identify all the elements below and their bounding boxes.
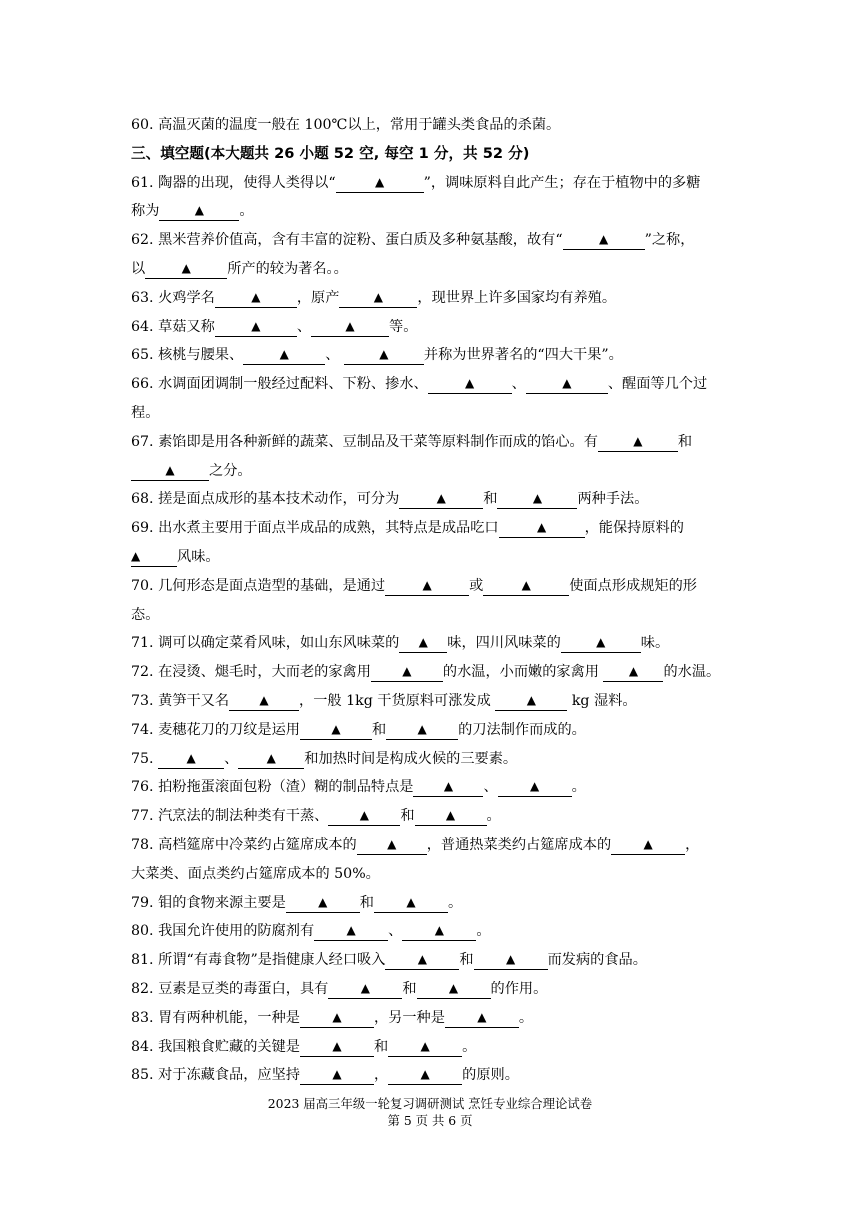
question-text: 和 <box>400 808 415 825</box>
triangle-marker-icon: ▲ <box>251 289 261 304</box>
question-text: 和 <box>459 952 474 969</box>
section-heading <box>131 140 741 169</box>
question-text: 76. 拍粉拖蛋滚面包粉（渣）糊的制品特点是 <box>131 779 414 796</box>
question-text: 和 <box>359 894 374 911</box>
question-text: 81. 所谓“有毒食物”是指健康人经口吸入 <box>131 952 386 969</box>
question-text: 和 <box>371 721 387 738</box>
question-line <box>131 773 741 802</box>
question-line <box>131 716 741 745</box>
triangle-marker-icon: ▲ <box>418 635 428 650</box>
answer-blank[interactable] <box>357 836 427 855</box>
triangle-marker-icon: ▲ <box>417 721 427 736</box>
question-line <box>131 946 741 975</box>
triangle-marker-icon: ▲ <box>530 779 540 794</box>
question-line <box>131 284 741 313</box>
question-text: 味，四川风味菜的 <box>447 635 561 652</box>
answer-blank[interactable] <box>611 836 685 855</box>
question-line <box>131 629 741 658</box>
answer-blank[interactable] <box>374 894 448 913</box>
question-text: 大菜类、面点类约占筵席成本的 50%。 <box>131 865 380 882</box>
question-line <box>131 1061 741 1090</box>
triangle-marker-icon: ▲ <box>505 952 516 967</box>
question-line <box>131 370 741 399</box>
triangle-marker-icon: ▲ <box>279 347 289 362</box>
question-line <box>131 658 741 687</box>
answer-blank[interactable] <box>428 375 512 394</box>
answer-blank[interactable] <box>131 548 177 567</box>
question-line <box>131 341 741 370</box>
answer-blank[interactable] <box>371 663 443 682</box>
answer-blank[interactable] <box>328 807 400 826</box>
question-text: ， <box>373 1067 389 1084</box>
triangle-marker-icon: ▲ <box>521 577 531 592</box>
triangle-marker-icon: ▲ <box>420 1067 430 1082</box>
question-text: 80. 我国允许使用的防腐剂有 <box>131 923 315 940</box>
triangle-marker-icon: ▲ <box>477 1009 487 1024</box>
answer-blank[interactable] <box>399 634 447 653</box>
question-text: 72. 在浸烫、煺毛时，大而老的家禽用 <box>131 664 371 681</box>
question-text: 而发病的食品。 <box>547 952 647 969</box>
question-text: ， <box>685 836 700 853</box>
question-text: 的水温，小而嫩的家禽用 <box>442 664 604 681</box>
answer-blank[interactable] <box>598 433 678 452</box>
question-text: 。 <box>447 894 463 911</box>
triangle-marker-icon: ▲ <box>596 635 606 650</box>
answer-blank[interactable] <box>388 1038 462 1057</box>
triangle-marker-icon: ▲ <box>266 750 276 765</box>
question-line <box>131 313 741 342</box>
answer-blank[interactable] <box>499 519 585 538</box>
question-text: 79. 钼的食物来源主要是 <box>131 894 286 911</box>
question-text: 。 <box>518 1009 534 1026</box>
question-text: ”，调味原料自此产生；存在于植物中的多糖 <box>423 174 701 191</box>
triangle-marker-icon: ▲ <box>359 808 369 823</box>
question-text: 66. 水调面团调制一般经过配料、下粉、掺水、 <box>131 376 428 393</box>
question-line <box>131 457 741 486</box>
question-text: 、 <box>224 750 239 767</box>
triangle-marker-icon: ▲ <box>332 1009 342 1024</box>
question-text: 62. 黑米营养价值高，含有丰富的淀粉、蛋白质及多种氨基酸，故有“ <box>131 232 563 249</box>
question-line <box>131 543 741 572</box>
question-line <box>131 399 741 428</box>
triangle-marker-icon: ▲ <box>420 1038 430 1053</box>
answer-blank[interactable] <box>445 1009 519 1028</box>
triangle-marker-icon: ▲ <box>379 347 389 362</box>
question-text: 63. 火鸡学名 <box>131 289 215 306</box>
question-line <box>131 197 741 226</box>
answer-blank[interactable] <box>300 1009 374 1028</box>
question-text: 78. 高档筵席中冷菜约占筵席成本的 <box>131 836 357 853</box>
triangle-marker-icon: ▲ <box>374 174 385 189</box>
question-text: 的刀法制作而成的。 <box>458 721 586 738</box>
question-text: 的作用。 <box>490 980 548 997</box>
answer-blank[interactable] <box>498 778 572 797</box>
answer-blank[interactable] <box>399 490 483 509</box>
answer-blank[interactable] <box>417 980 491 999</box>
answer-blank[interactable] <box>561 634 641 653</box>
question-text: 、 <box>483 779 498 796</box>
answer-blank[interactable] <box>385 577 469 596</box>
triangle-marker-icon: ▲ <box>181 260 191 275</box>
triangle-marker-icon: ▲ <box>165 462 175 477</box>
triangle-marker-icon: ▲ <box>598 232 609 247</box>
triangle-marker-icon: ▲ <box>434 923 444 938</box>
question-line <box>131 111 741 140</box>
answer-blank[interactable] <box>402 922 476 941</box>
question-line <box>131 889 741 918</box>
question-line <box>131 917 741 946</box>
answer-blank[interactable] <box>336 174 424 193</box>
question-line <box>131 687 741 716</box>
triangle-marker-icon: ▲ <box>345 318 355 333</box>
triangle-marker-icon: ▲ <box>406 894 416 909</box>
question-text: 83. 胃有两种机能，一种是 <box>131 1009 300 1026</box>
question-text: 和 <box>677 433 693 450</box>
question-text: 84. 我国粮食贮藏的关键是 <box>131 1038 300 1055</box>
triangle-marker-icon: ▲ <box>131 548 141 563</box>
question-text: ，现世界上许多国家均有养殖。 <box>417 289 617 306</box>
answer-blank[interactable] <box>339 289 417 308</box>
question-line <box>131 1033 741 1062</box>
question-text: 的水温。 <box>663 664 721 681</box>
question-text: 所产的较为著名。。 <box>227 260 348 277</box>
footer-page-number: 第 5 页 共 6 页 <box>387 1113 473 1128</box>
question-text: ，原产 <box>296 289 340 306</box>
answer-blank[interactable] <box>300 1066 374 1085</box>
answer-blank[interactable] <box>238 750 304 769</box>
answer-blank[interactable] <box>495 692 567 711</box>
answer-blank[interactable] <box>300 1038 374 1057</box>
answer-blank[interactable] <box>215 289 297 308</box>
answer-blank[interactable] <box>526 375 608 394</box>
triangle-marker-icon: ▲ <box>186 750 196 765</box>
answer-blank[interactable] <box>286 894 360 913</box>
triangle-marker-icon: ▲ <box>532 491 543 506</box>
question-text: 态。 <box>131 606 160 623</box>
question-line <box>131 428 741 457</box>
answer-blank[interactable] <box>300 721 372 740</box>
question-text: 75. <box>131 750 159 767</box>
answer-blank[interactable] <box>159 202 239 221</box>
triangle-marker-icon: ▲ <box>643 836 653 851</box>
question-text: 程。 <box>131 404 160 421</box>
triangle-marker-icon: ▲ <box>387 836 397 851</box>
question-text: 以 <box>131 260 146 277</box>
triangle-marker-icon: ▲ <box>402 664 412 679</box>
question-line <box>131 831 741 860</box>
question-line <box>131 572 741 601</box>
triangle-marker-icon: ▲ <box>332 1067 342 1082</box>
question-text: 。 <box>462 1038 477 1055</box>
question-text: 、醒面等几个过 <box>607 376 708 393</box>
question-text: 和 <box>402 980 417 997</box>
triangle-marker-icon: ▲ <box>443 779 454 794</box>
triangle-marker-icon: ▲ <box>628 664 639 679</box>
answer-blank[interactable] <box>385 951 459 970</box>
question-text: 、 <box>325 347 344 364</box>
question-text: 和 <box>373 1038 389 1055</box>
answer-blank[interactable] <box>314 922 388 941</box>
question-text: 。 <box>486 808 501 825</box>
question-line <box>131 255 741 284</box>
question-text: 70. 几何形态是面点造型的基础，是通过 <box>131 577 386 594</box>
footer-title: 2023 届高三年级一轮复习调研测试 烹饪专业综合理论试卷 <box>267 1096 593 1111</box>
question-line <box>131 802 741 831</box>
triangle-marker-icon: ▲ <box>318 894 328 909</box>
question-text: ，普通热菜类约占筵席成本的 <box>426 836 612 853</box>
answer-blank[interactable] <box>328 980 402 999</box>
triangle-marker-icon: ▲ <box>259 692 269 707</box>
triangle-marker-icon: ▲ <box>360 980 370 995</box>
triangle-marker-icon: ▲ <box>526 692 536 707</box>
question-text: 等。 <box>389 318 418 335</box>
question-text: 67. 素馅即是用各种新鲜的蔬菜、豆制品及干菜等原料制作而成的馅心。有 <box>131 433 598 450</box>
question-text: 、 <box>511 376 526 393</box>
answer-blank[interactable] <box>388 1066 462 1085</box>
question-text: 两种手法。 <box>577 491 649 508</box>
question-line <box>131 485 741 514</box>
question-line <box>131 226 741 255</box>
answer-blank[interactable] <box>413 778 483 797</box>
question-text: 称为 <box>131 203 160 220</box>
question-list <box>131 111 741 1090</box>
question-line <box>131 860 741 889</box>
question-text: 60. 高温灭菌的温度一般在 100℃以上，常用于罐头类食品的杀菌。 <box>131 117 561 133</box>
triangle-marker-icon: ▲ <box>562 376 572 391</box>
question-text: 。 <box>239 203 254 220</box>
question-text: 使面点形成规矩的形 <box>569 577 697 594</box>
answer-blank[interactable] <box>215 318 297 337</box>
question-text: 64. 草菇又称 <box>131 318 215 335</box>
answer-blank[interactable] <box>563 231 645 250</box>
triangle-marker-icon: ▲ <box>346 923 356 938</box>
question-text: ，另一种是 <box>373 1009 445 1026</box>
question-text: 、 <box>388 923 403 940</box>
question-text: 。 <box>571 779 586 796</box>
question-text: 之分。 <box>209 462 252 479</box>
question-text: 69. 出水煮主要用于面点半成品的成熟，其特点是成品吃口 <box>131 520 499 537</box>
triangle-marker-icon: ▲ <box>422 577 432 592</box>
triangle-marker-icon: ▲ <box>465 376 475 391</box>
triangle-marker-icon: ▲ <box>633 433 643 448</box>
triangle-marker-icon: ▲ <box>536 520 547 535</box>
triangle-marker-icon: ▲ <box>445 808 456 823</box>
question-text: 61. 陶器的出现，使得人类得以“ <box>131 174 336 191</box>
question-text: kg 湿料。 <box>567 692 637 709</box>
answer-blank[interactable] <box>243 346 325 365</box>
answer-blank[interactable] <box>131 462 209 481</box>
question-text: 65. 核桃与腰果、 <box>131 347 244 364</box>
triangle-marker-icon: ▲ <box>436 491 446 506</box>
question-text: ”之称， <box>644 232 695 249</box>
question-line <box>131 1004 741 1033</box>
question-text: 73. 黄笋干又名 <box>131 692 230 709</box>
triangle-marker-icon: ▲ <box>417 952 428 967</box>
question-text: 的原则。 <box>462 1067 519 1084</box>
answer-blank[interactable] <box>229 692 299 711</box>
answer-blank[interactable] <box>603 663 663 682</box>
answer-blank[interactable] <box>415 807 487 826</box>
triangle-marker-icon: ▲ <box>332 1038 342 1053</box>
answer-blank[interactable] <box>158 750 224 769</box>
question-text: 、 <box>296 318 312 335</box>
question-line <box>131 514 741 543</box>
triangle-marker-icon: ▲ <box>251 318 261 333</box>
triangle-marker-icon: ▲ <box>448 980 459 995</box>
question-text: 味。 <box>640 635 670 652</box>
question-text: 85. 对于冻藏食品，应坚持 <box>131 1067 300 1084</box>
answer-blank[interactable] <box>145 260 227 279</box>
question-text: 77. 汽烹法的制法种类有干蒸、 <box>131 808 329 825</box>
answer-blank[interactable] <box>497 490 577 509</box>
question-text: 71. 调可以确定菜肴风味，如山东风味菜的 <box>131 635 400 652</box>
question-text: 和加热时间是构成火候的三要素。 <box>304 750 518 767</box>
question-text: 并称为世界著名的“四大干果”。 <box>423 347 623 364</box>
answer-blank[interactable] <box>474 951 548 970</box>
answer-blank[interactable] <box>483 577 569 596</box>
question-text: 三、填空题(本大题共 26 小题 52 空, 每空 1 分，共 52 分) <box>131 144 530 162</box>
answer-blank[interactable] <box>344 346 424 365</box>
question-text: ，能保持原料的 <box>584 520 684 537</box>
question-line <box>131 169 741 198</box>
triangle-marker-icon: ▲ <box>373 289 384 304</box>
question-text: 68. 搓是面点成形的基本技术动作，可分为 <box>131 491 400 508</box>
question-line <box>131 601 741 630</box>
question-text: 74. 麦穗花刀的刀纹是运用 <box>131 721 300 738</box>
triangle-marker-icon: ▲ <box>331 721 341 736</box>
question-text: 和 <box>483 491 498 508</box>
question-line <box>131 975 741 1004</box>
question-text: 。 <box>476 923 491 940</box>
answer-blank[interactable] <box>386 721 458 740</box>
question-text: ，一般 1kg 干货原料可涨发成 <box>299 692 496 709</box>
question-line <box>131 745 741 774</box>
answer-blank[interactable] <box>311 318 389 337</box>
triangle-marker-icon: ▲ <box>194 203 204 218</box>
question-text: 或 <box>469 577 484 594</box>
question-text: 风味。 <box>177 548 220 565</box>
question-text: 82. 豆素是豆类的毒蛋白，具有 <box>131 980 329 997</box>
